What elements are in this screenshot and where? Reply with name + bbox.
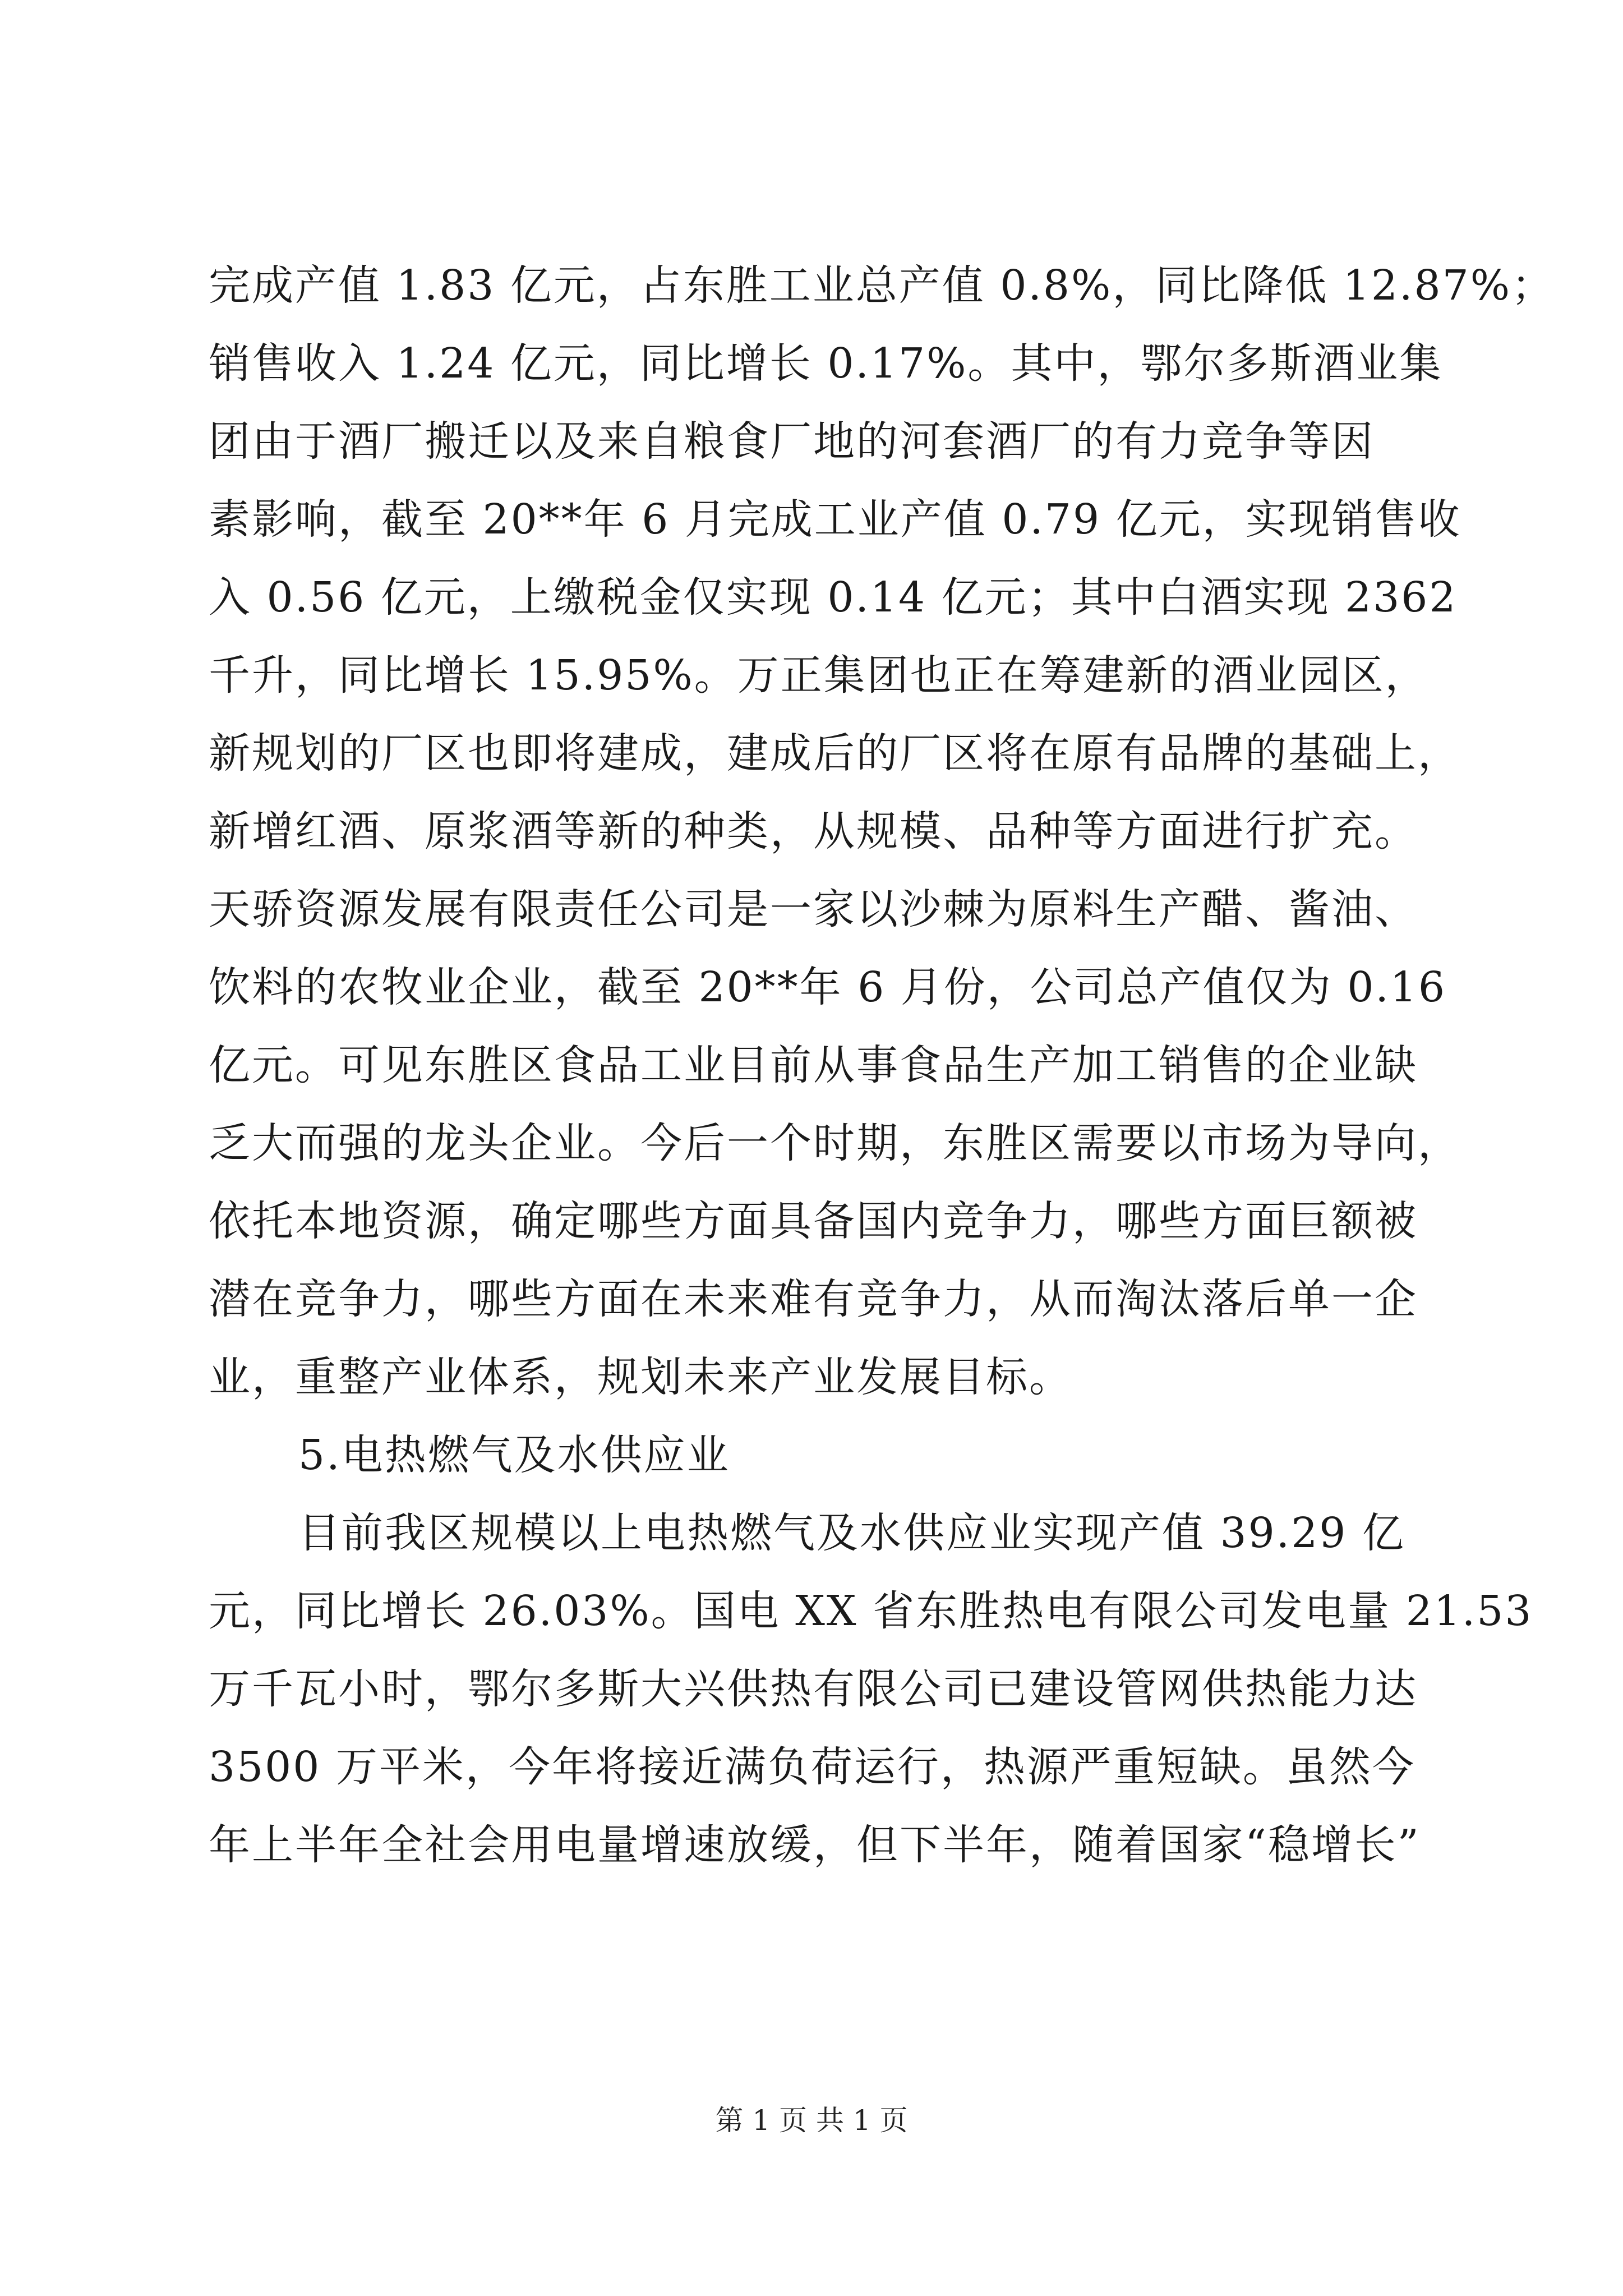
text-line: 依托本地资源，确定哪些方面具备国内竞争力，哪些方面巨额被 (209, 1197, 1418, 1245)
text-line: 素影响，截至 20**年 6 月完成工业产值 0.79 亿元，实现销售收 (209, 495, 1461, 544)
text-line: 业，重整产业体系，规划未来产业发展目标。 (209, 1353, 1072, 1401)
text-line: 天骄资源发展有限责任公司是一家以沙棘为原料生产醋、酱油、 (209, 885, 1418, 933)
text-line: 新规划的厂区也即将建成，建成后的厂区将在原有品牌的基础上， (209, 729, 1461, 777)
paragraph-first-line: 目前我区规模以上电热燃气及水供应业实现产值 39.29 亿 (298, 1509, 1405, 1557)
text-line: 饮料的农牧业企业，截至 20**年 6 月份，公司总产值仅为 0.16 (209, 963, 1447, 1011)
text-line: 万千瓦小时，鄂尔多斯大兴供热有限公司已建设管网供热能力达 (209, 1665, 1418, 1713)
text-line: 亿元。可见东胜区食品工业目前从事食品生产加工销售的企业缺 (209, 1041, 1418, 1089)
text-line: 元，同比增长 26.03%。国电 XX 省东胜热电有限公司发电量 21.53 (209, 1587, 1533, 1635)
section-heading: 5.电热燃气及水供应业 (298, 1431, 730, 1479)
text-line: 乏大而强的龙头企业。今后一个时期，东胜区需要以市场为导向， (209, 1119, 1461, 1167)
text-line: 完成产值 1.83 亿元，占东胜工业总产值 0.8%，同比降低 12.87%； (209, 261, 1555, 310)
text-line: 年上半年全社会用电量增速放缓，但下半年，随着国家“稳增长” (209, 1821, 1421, 1869)
text-line: 入 0.56 亿元，上缴税金仅实现 0.14 亿元；其中白酒实现 2362 (209, 573, 1458, 622)
document-body (209, 247, 1555, 1884)
text-line: 千升，同比增长 15.95%。万正集团也正在筹建新的酒业园区， (209, 651, 1428, 700)
text-line: 团由于酒厂搬迁以及来自粮食厂地的河套酒厂的有力竞争等因 (209, 417, 1375, 466)
text-line: 潜在竞争力，哪些方面在未来难有竞争力，从而淘汰落后单一企 (209, 1275, 1418, 1323)
text-line: 销售收入 1.24 亿元，同比增长 0.17%。其中，鄂尔多斯酒业集 (209, 339, 1443, 388)
text-line: 新增红酒、原浆酒等新的种类，从规模、品种等方面进行扩充。 (209, 807, 1418, 855)
page-footer: 第 1 页 共 1 页 (715, 2104, 908, 2137)
text-line: 3500 万平米，今年将接近满负荷运行，热源严重短缺。虽然今 (209, 1743, 1415, 1791)
